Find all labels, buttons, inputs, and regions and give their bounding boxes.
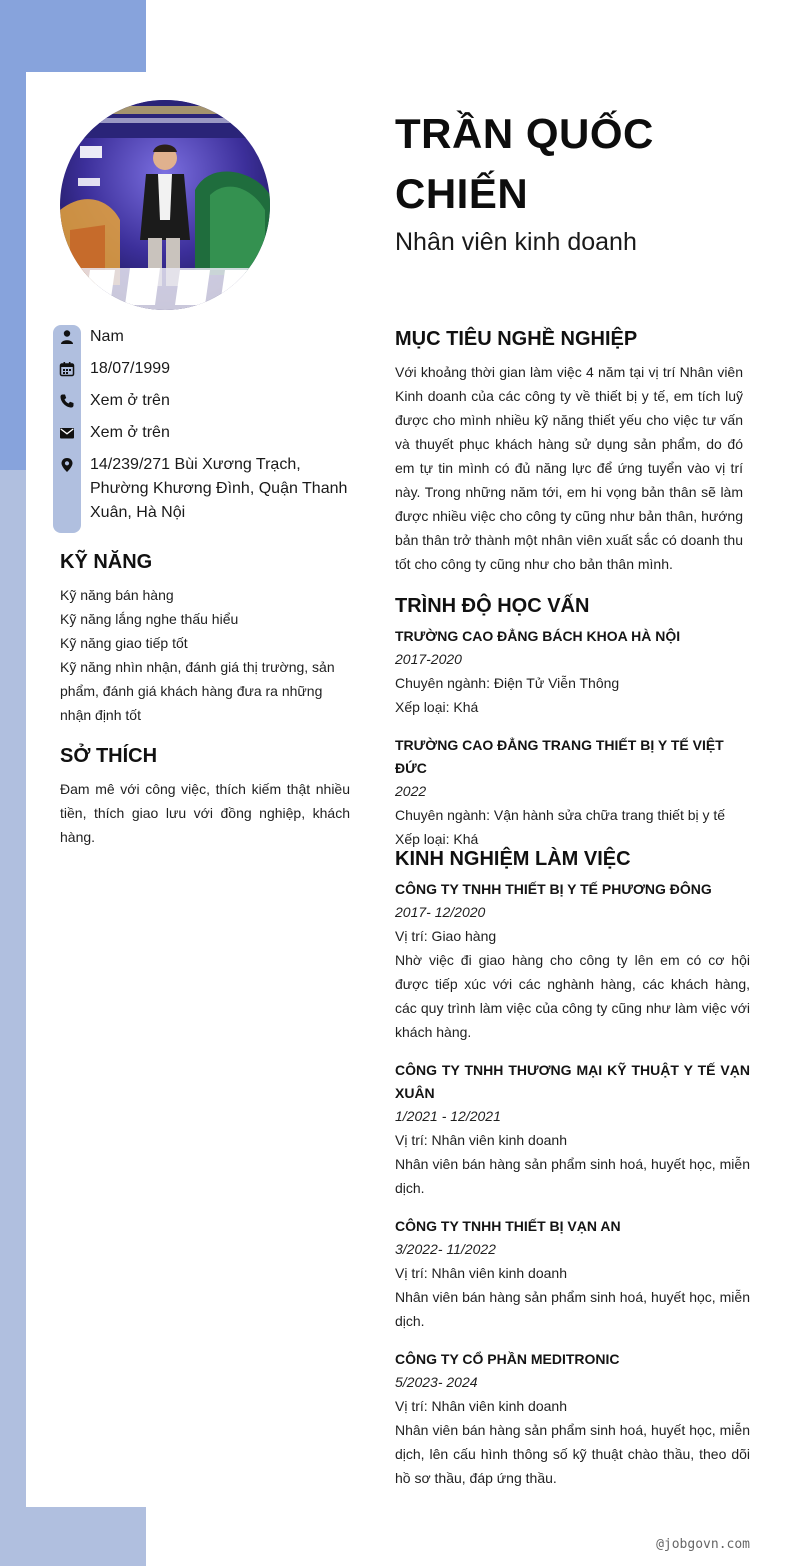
experience-item	[395, 878, 750, 1044]
company-name: CÔNG TY TNHH THƯƠNG MẠI KỸ THUẬT Y TẾ VẠN XUÂN	[395, 1062, 750, 1101]
experience-role: Vị trí: Nhân viên kinh doanh	[395, 1398, 567, 1414]
experience-period: 5/2023- 2024	[395, 1374, 478, 1390]
experience-item	[395, 1348, 750, 1490]
education-grade: Xếp loại: Khá	[395, 699, 479, 715]
objective-heading: MỤC TIÊU NGHỀ NGHIỆP	[395, 328, 638, 350]
education-major: Chuyên ngành: Điện Tử Viễn Thông	[395, 675, 620, 691]
experience-item	[395, 1059, 750, 1200]
company-name: CÔNG TY TNHH THIẾT BỊ VẠN AN	[395, 1218, 621, 1234]
experience-description: Nhân viên bán hàng sản phẩm sinh hoá, huyết học, miễn dịch.	[395, 1289, 750, 1329]
skills-heading: KỸ NĂNG	[60, 551, 153, 573]
contact-birthdate	[53, 357, 353, 381]
contact-email	[53, 421, 353, 445]
contact-address	[53, 453, 353, 525]
experience-period: 3/2022- 11/2022	[395, 1241, 496, 1257]
hobbies-heading: SỞ THÍCH	[60, 745, 158, 767]
education-period: 2022	[395, 783, 427, 799]
experience-item	[395, 1215, 750, 1333]
education-heading: TRÌNH ĐỘ HỌC VẤN	[395, 595, 590, 617]
experience-role: Vị trí: Giao hàng	[395, 928, 497, 944]
company-name: CÔNG TY CỔ PHẦN MEDITRONIC	[395, 1351, 620, 1367]
candidate-name: TRẦN QUỐC CHIẾN	[395, 110, 654, 217]
experience-description: Nhân viên bán hàng sản phẩm sinh hoá, huyết học, miễn dịch.	[395, 1156, 750, 1196]
skill-item: Kỹ năng giao tiếp tốt	[60, 635, 188, 651]
education-item	[395, 625, 750, 719]
education-major: Chuyên ngành: Vận hành sửa chữa trang thiết bị y tế	[395, 807, 726, 823]
contact-text: Nam	[90, 328, 124, 345]
objective-text: Với khoảng thời gian làm việc 4 năm tại vị trí Nhân viên Kinh doanh của các công ty về thiết bị y tế, em tích luỹ được cho mình nhiều kỹ năng thiết yếu cho việc tư vấn và thuyết phục khách hàng sử dụng sản phẩm, do đó em tự tin mình có đủ năng lực để ứng tuyển vào vị trí này. Trong những năm tới, em hi vọng bản thân sẽ làm được nhiều việc cho công ty cũng như bản thân, hướng bản thân trở thành một nhân viên xuất sắc có doanh thu tốt cho công ty cũng như cho bản thân mình.	[395, 364, 743, 572]
experience-description: Nhân viên bán hàng sản phẩm sinh hoá, huyết học, miễn dịch, lên cấu hình thông số kỹ thuật chào thầu, theo dõi hồ sơ thầu, đáp ứng thầu.	[395, 1422, 750, 1486]
avatar	[60, 100, 270, 310]
skill-item: Kỹ năng lắng nghe thấu hiểu	[60, 611, 239, 627]
phone-icon	[53, 389, 81, 413]
skills-list	[60, 583, 352, 727]
school-name: TRƯỜNG CAO ĐẲNG BÁCH KHOA HÀ NỘI	[395, 628, 681, 644]
experience-role: Vị trí: Nhân viên kinh doanh	[395, 1265, 567, 1281]
watermark: @jobgovn.com	[656, 1537, 750, 1552]
contact-phone	[53, 389, 353, 413]
avatar-photo	[60, 100, 270, 310]
contact-text: 18/07/1999	[90, 360, 171, 377]
skill-item: Kỹ năng nhìn nhận, đánh giá thị trường, sản phẩm, đánh giá khách hàng đưa ra những nhận định tốt	[60, 659, 335, 723]
experience-description: Nhờ việc đi giao hàng cho công ty lên em có cơ hội được tiếp xúc với các nghành hàng, các khách hàng, các quy trình làm việc của công ty cũng như làm việc với khách hàng.	[395, 952, 750, 1040]
education-item	[395, 734, 750, 851]
experience-period: 1/2021 - 12/2021	[395, 1108, 501, 1124]
hobbies-text: Đam mê với công việc, thích kiếm thật nhiều tiền, thích giao lưu với đồng nghiệp, khách hàng.	[60, 781, 350, 845]
education-grade: Xếp loại: Khá	[395, 831, 479, 847]
contact-text: 14/239/271 Bùi Xương Trạch, Phường Khương Đình, Quận Thanh Xuân, Hà Nội	[90, 456, 348, 521]
experience-period: 2017- 12/2020	[395, 904, 486, 920]
contact-text: Xem ở trên	[90, 392, 170, 409]
education-period: 2017-2020	[395, 651, 462, 667]
skill-item: Kỹ năng bán hàng	[60, 587, 174, 603]
contact-gender	[53, 325, 353, 349]
company-name: CÔNG TY TNHH THIẾT BỊ Y TẾ PHƯƠNG ĐÔNG	[395, 881, 712, 897]
calendar-icon	[53, 357, 81, 381]
email-icon	[53, 421, 81, 445]
school-name: TRƯỜNG CAO ĐẲNG TRANG THIẾT BỊ Y TẾ VIỆT ĐỨC	[395, 737, 724, 776]
experience-role: Vị trí: Nhân viên kinh doanh	[395, 1132, 567, 1148]
experience-heading: KINH NGHIỆM LÀM VIỆC	[395, 848, 631, 870]
location-pin-icon	[53, 453, 81, 525]
person-icon	[53, 325, 81, 349]
contact-text: Xem ở trên	[90, 424, 170, 441]
candidate-position: Nhân viên kinh doanh	[395, 228, 637, 256]
